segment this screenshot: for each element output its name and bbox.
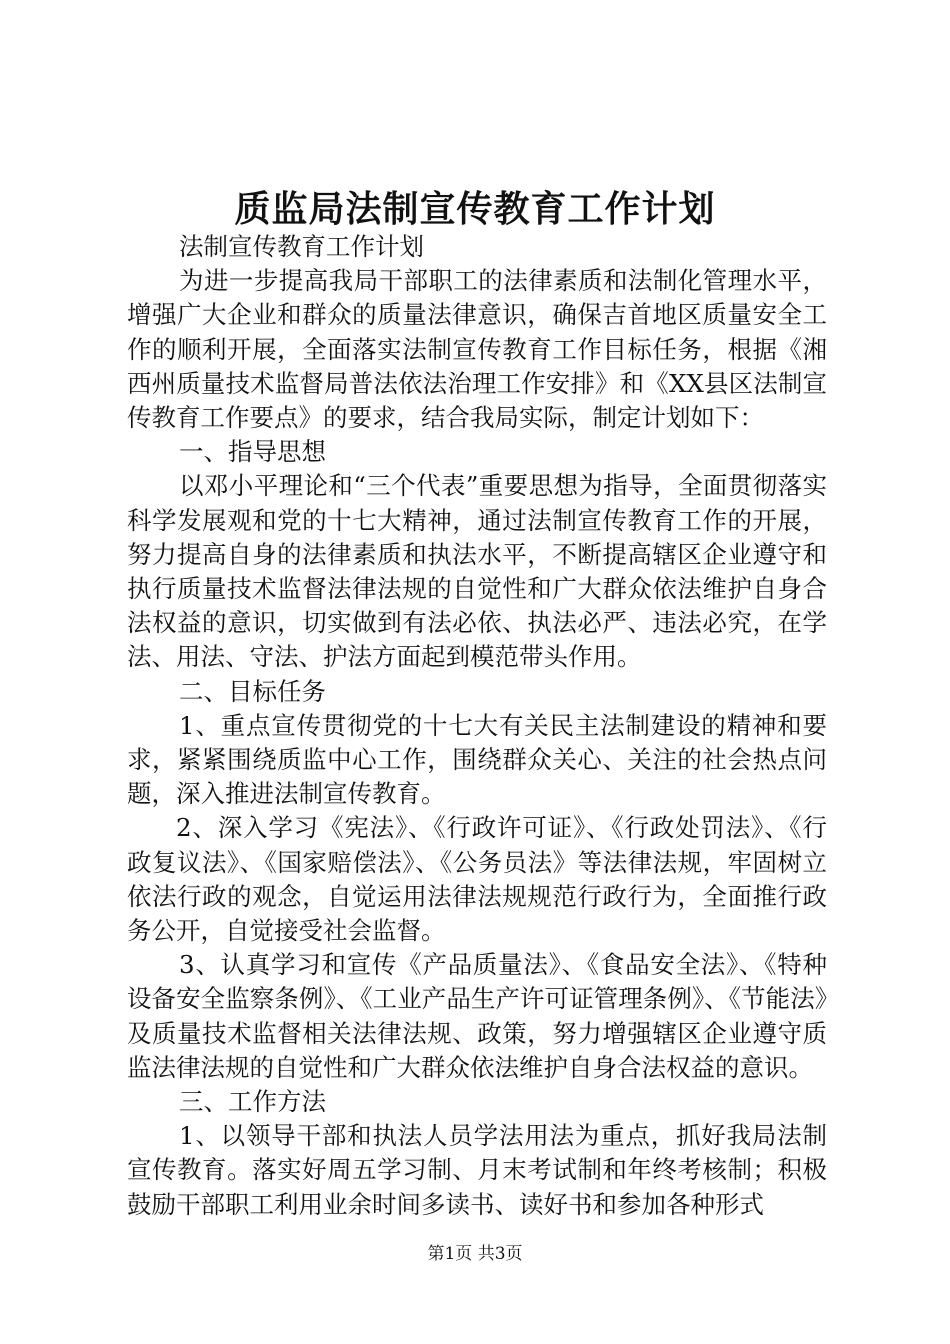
paragraph-goal-3: 3、认真学习和宣传《产品质量法》、《食品安全法》、《特种设备安全监察条例》、《工业产品生产许可证管理条例》、《节能法》及质量技术监督相关法律法规、政策，努力增强辖区企业遵守质监法律法规的自觉性和广大群众依法维护自身合法权益的意识。 <box>127 950 827 1082</box>
paragraph-intro: 为进一步提高我局干部职工的法律素质和法制化管理水平，增强广大企业和群众的质量法律意识，确保吉首地区质量安全工作的顺利开展，全面落实法制宣传教育工作目标任务，根据《湘西州质量技术监督局普法依法治理工作安排》和《XX县区法制宣传教育工作要点》的要求，结合我局实际，制定计划如下： <box>127 266 827 433</box>
paragraph-subtitle: 法制宣传教育工作计划 <box>179 232 424 261</box>
page-footer: 第1页 共3页 <box>427 1244 523 1264</box>
heading-goals-tasks: 二、目标任务 <box>179 676 326 706</box>
heading-guiding-ideology: 一、指导思想 <box>179 437 326 467</box>
paragraph-goal-1: 1、重点宣传贯彻党的十七大有关民主法制建设的精神和要求，紧紧围绕质监中心工作，围绕群众关心、关注的社会热点问题，深入推进法制宣传教育。 <box>127 710 827 809</box>
paragraph-goal-2: 2、深入学习《宪法》、《行政许可证》、《行政处罚法》、《行政复议法》、《国家赔偿法》、《公务员法》等法律法规，牢固树立依法行政的观念，自觉运用法律法规规范行政行为，全面推行政务公开，自觉接受社会监督。 <box>127 813 827 946</box>
paragraph-method-1: 1、以领导干部和执法人员学法用法为重点，抓好我局法制宣传教育。落实好周五学习制、月末考试制和年终考核制；积极鼓励干部职工利用业余时间多读书、读好书和参加各种形式 <box>127 1121 827 1219</box>
paragraph-guiding-ideology: 以邓小平理论和“三个代表”重要思想为指导，全面贯彻落实科学发展观和党的十七大精神，通过法制宣传教育工作的开展，努力提高自身的法律素质和执法水平，不断提高辖区企业遵守和执行质量技术监督法律法规的自觉性和广大群众依法维护自身合法权益的意识，切实做到有法必依、执法必严、违法必究，在学法、用法、守法、护法方面起到模范带头作用。 <box>127 471 827 672</box>
heading-work-methods: 三、工作方法 <box>179 1087 326 1117</box>
document-title: 质监局法制宣传教育工作计划 <box>234 188 716 230</box>
document-body <box>127 230 827 1222</box>
